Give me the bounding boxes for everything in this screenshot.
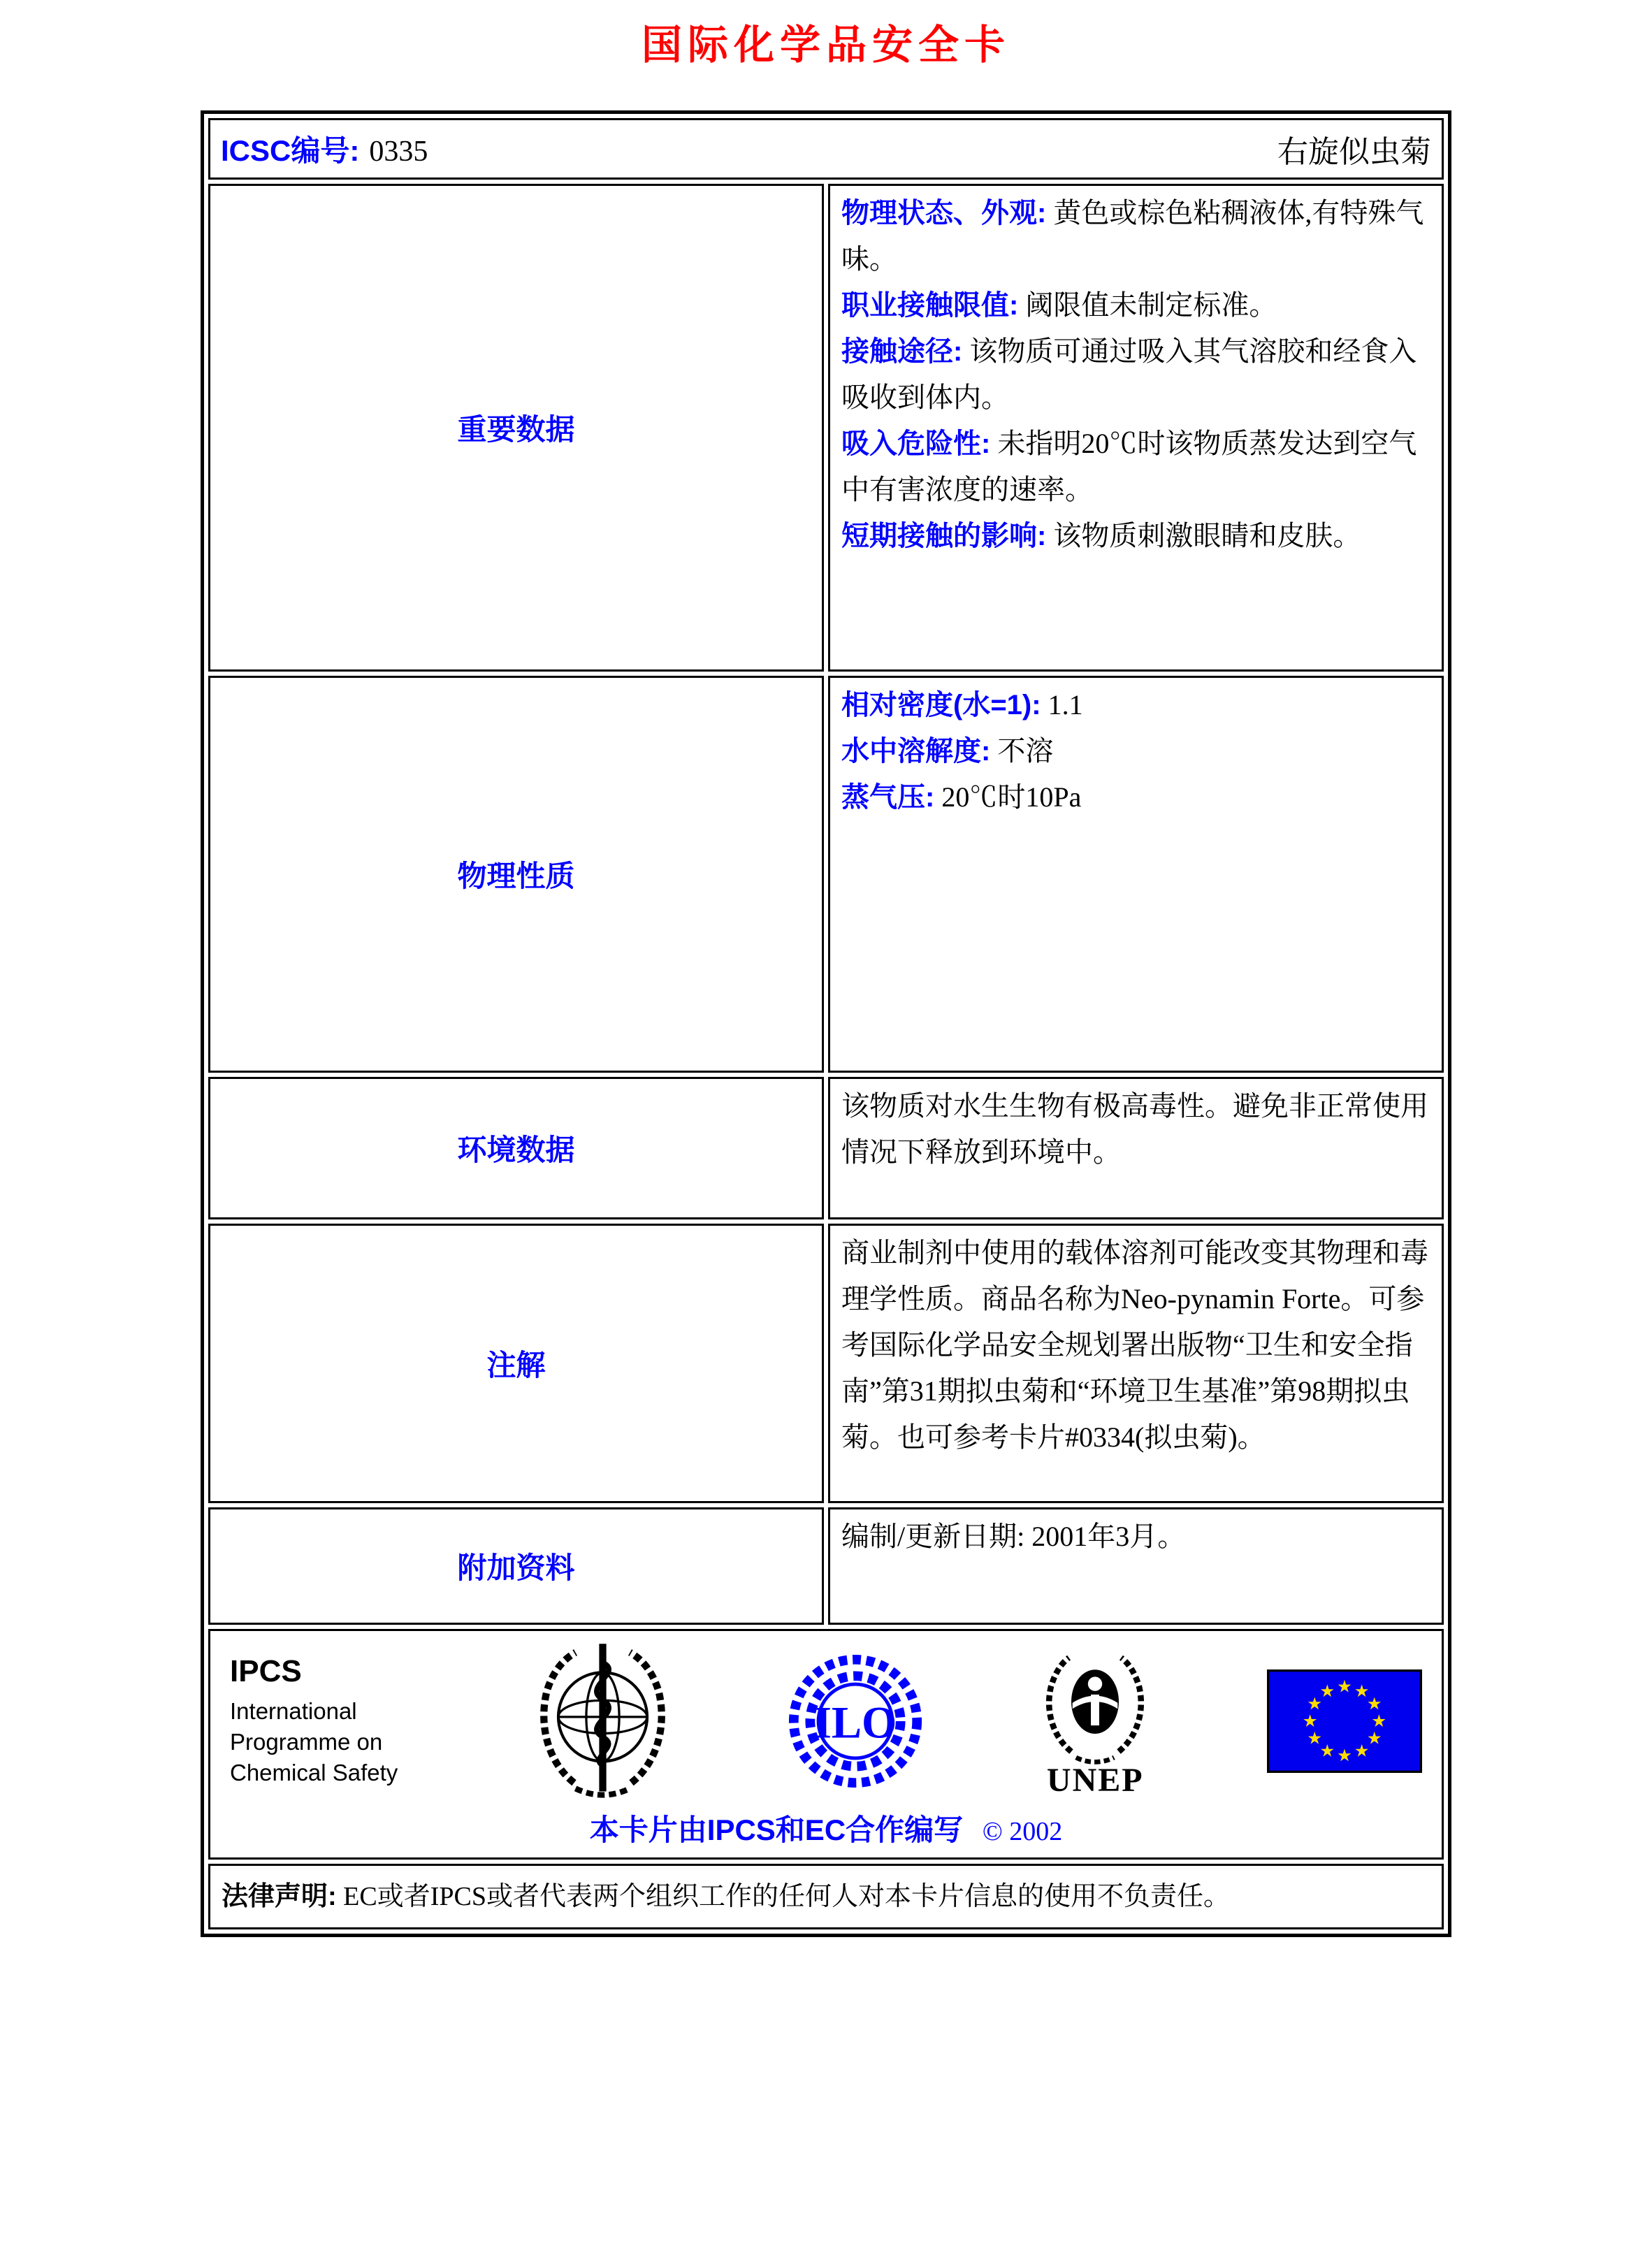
section-content-environmental-data	[828, 1077, 1444, 1219]
kv-short-term-effects: 短期接触的影响: 该物质刺激眼睛和皮肤。	[841, 520, 1361, 551]
ilo-letters: ILO	[813, 1697, 897, 1748]
ilo-emblem-icon	[787, 1649, 924, 1793]
header-cell	[208, 118, 1444, 180]
table-row-physical-properties	[208, 676, 1444, 1073]
section-label-additional-info: 附加资料	[208, 1507, 824, 1625]
kv-occupational-limit: 职业接触限值: 阈限值未制定标准。	[841, 289, 1277, 321]
section-label-physical-properties: 物理性质	[208, 676, 824, 1073]
legal-label: 法律声明:	[222, 1882, 337, 1911]
section-content-physical-properties	[828, 676, 1444, 1073]
table-row-legal	[208, 1864, 1444, 1929]
unep-emblem-icon	[1036, 1643, 1154, 1799]
table-row-header	[208, 118, 1444, 180]
kv-relative-density: 相对密度(水=1): 1.1	[841, 689, 1083, 720]
icsc-number-value: 0335	[369, 136, 428, 168]
table-row-additional-info	[208, 1507, 1444, 1625]
page-title: 国际化学品安全卡	[641, 22, 1010, 68]
copyright-text: © 2002	[982, 1817, 1063, 1846]
notes-text: 商业制剂中使用的载体溶剂可能改变其物理和毒理学性质。商品名称为Neo-pynamin Forte。可参考国际化学品安全规划署出版物“卫生和安全指南”第31期拟虫菊和“环境卫生基准”第98期拟虫菊。也可参考卡片#0334(拟虫菊)。	[841, 1237, 1428, 1453]
kv-exposure-routes: 接触途径: 该物质可通过吸入其气溶胶和经食入吸收到体内。	[841, 335, 1417, 413]
ipcs-text-block: IPCS International Programme on Chemical Safety	[230, 1654, 419, 1788]
update-date-text: 编制/更新日期: 2001年3月。	[841, 1521, 1186, 1552]
section-label-important-data: 重要数据	[208, 184, 824, 672]
organization-logos	[230, 1642, 1422, 1800]
eu-flag-icon	[1267, 1669, 1422, 1773]
chemical-name: 右旋似虫菊	[1277, 135, 1431, 169]
environmental-data-text: 该物质对水生生物有极高毒性。避免非正常使用情况下释放到环境中。	[841, 1090, 1428, 1168]
ipcs-acronym: IPCS	[230, 1654, 302, 1688]
credit-line	[230, 1807, 1422, 1849]
section-content-important-data	[828, 184, 1444, 672]
unep-label: UNEP	[1046, 1762, 1144, 1799]
who-emblem-icon	[531, 1642, 674, 1800]
table-row-footer	[208, 1629, 1444, 1860]
legal-text: EC或者IPCS或者代表两个组织工作的任何人对本卡片信息的使用不负责任。	[343, 1882, 1230, 1911]
section-content-additional-info	[828, 1507, 1444, 1625]
table-row-important-data	[208, 184, 1444, 672]
legal-cell	[208, 1864, 1444, 1929]
kv-water-solubility: 水中溶解度: 不溶	[841, 735, 1054, 767]
table-row-notes	[208, 1224, 1444, 1503]
credit-text: 本卡片由IPCS和EC合作编写	[589, 1813, 964, 1846]
kv-vapor-pressure: 蒸气压: 20℃时10Pa	[841, 781, 1082, 813]
icsc-number-label: ICSC编号:	[221, 134, 360, 167]
section-label-notes: 注解	[208, 1224, 824, 1503]
table-row-environmental-data	[208, 1077, 1444, 1219]
section-label-environmental-data: 环境数据	[208, 1077, 824, 1219]
kv-inhalation-risk: 吸入危险性: 未指明20℃时该物质蒸发达到空气中有害浓度的速率。	[841, 428, 1417, 505]
kv-physical-state: 物理状态、外观: 黄色或棕色粘稠液体,有特殊气味。	[841, 197, 1424, 275]
icsc-card-table	[201, 110, 1451, 1937]
footer-cell	[208, 1629, 1444, 1860]
section-content-notes	[828, 1224, 1444, 1503]
